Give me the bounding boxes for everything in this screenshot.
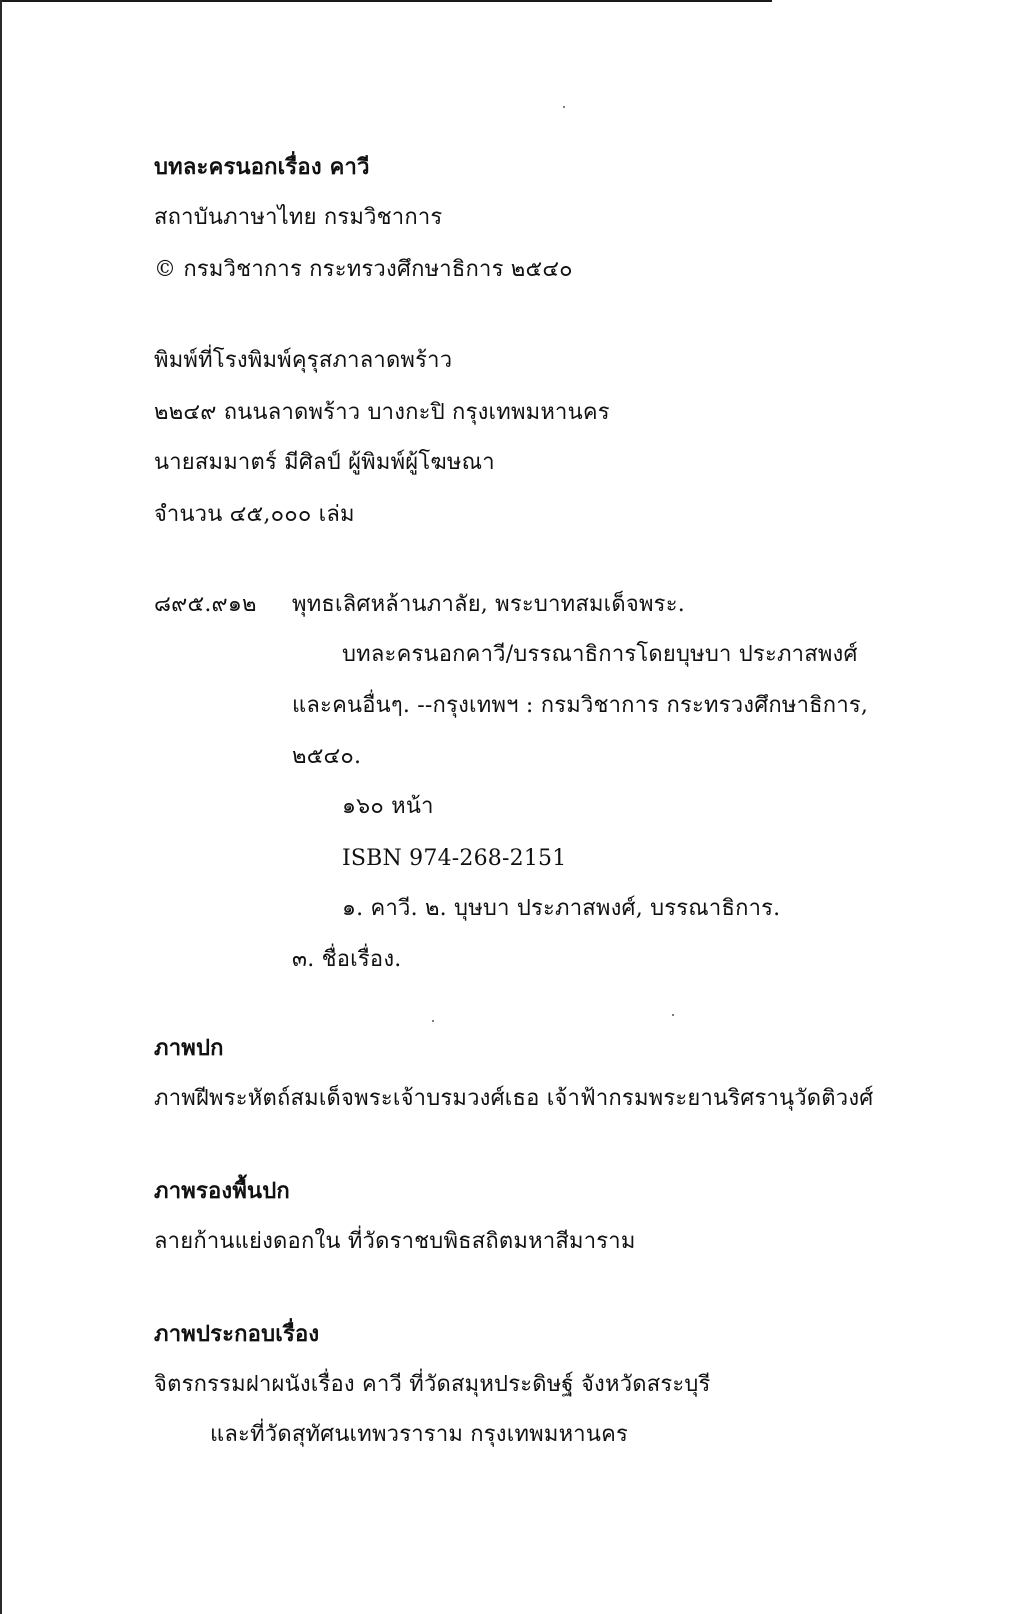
scan-edge-left	[0, 0, 2, 1614]
printer-line-2: ๒๒๔๙ ถนนลาดพร้าว บางกะปิ กรุงเทพมหานคร	[154, 400, 610, 425]
cover-heading: ภาพปก	[154, 1035, 224, 1061]
printer-line-3: นายสมมาตร์ มีศิลป์ ผู้พิมพ์ผู้โฆษณา	[154, 450, 495, 475]
illustrations-text-1: จิตรกรรมฝาผนังเรื่อง คาวี ที่วัดสมุหประดิษฐ์ จังหวัดสระบุรี	[154, 1372, 711, 1397]
catalog-pages: ๑๖๐ หน้า	[342, 794, 434, 819]
scan-edge-top	[0, 0, 772, 2]
illustrations-heading: ภาพประกอบเรื่อง	[154, 1321, 320, 1347]
catalog-subjects-2: ๓. ชื่อเรื่อง.	[292, 947, 402, 972]
endpaper-text: ลายก้านแย่งดอกใน ที่วัดราชบพิธสถิตมหาสีมาราม	[154, 1229, 636, 1254]
printer-line-1: พิมพ์ที่โรงพิมพ์คุรุสภาลาดพร้าว	[154, 348, 453, 373]
catalog-desc-3: ๒๕๔๐.	[292, 744, 362, 769]
institute: สถาบันภาษาไทย กรมวิชาการ	[154, 205, 443, 230]
scan-speck	[563, 106, 565, 108]
cover-text: ภาพฝีพระหัตถ์สมเด็จพระเจ้าบรมวงศ์เธอ เจ้าฟ้ากรมพระยานริศรานุวัดติวงศ์	[154, 1086, 874, 1111]
print-run: จำนวน ๔๕,๐๐๐ เล่ม	[154, 502, 355, 527]
catalog-desc-1: บทละครนอกคาวี/บรรณาธิการโดยบุษบา ประภาสพงศ์	[342, 642, 858, 667]
catalog-isbn: ISBN 974-268-2151	[342, 846, 567, 871]
scan-speck	[432, 1020, 434, 1022]
illustrations-text-2: และที่วัดสุทัศนเทพวราราม กรุงเทพมหานคร	[210, 1422, 628, 1447]
catalog-author: พุทธเลิศหล้านภาลัย, พระบาทสมเด็จพระ.	[292, 592, 685, 617]
copyright: © กรมวิชาการ กระทรวงศึกษาธิการ ๒๕๔๐	[154, 257, 573, 282]
endpaper-heading: ภาพรองพื้นปก	[154, 1178, 290, 1204]
catalog-desc-2: และคนอื่นๆ. --กรุงเทพฯ : กรมวิชาการ กระทรวงศึกษาธิการ,	[292, 693, 869, 718]
call-number: ๘๙๕.๙๑๒	[154, 592, 257, 617]
scan-speck	[672, 1014, 674, 1016]
catalog-subjects-1: ๑. คาวี. ๒. บุษบา ประภาสพงศ์, บรรณาธิการ.	[342, 896, 781, 921]
book-title: บทละครนอกเรื่อง คาวี	[154, 154, 370, 180]
